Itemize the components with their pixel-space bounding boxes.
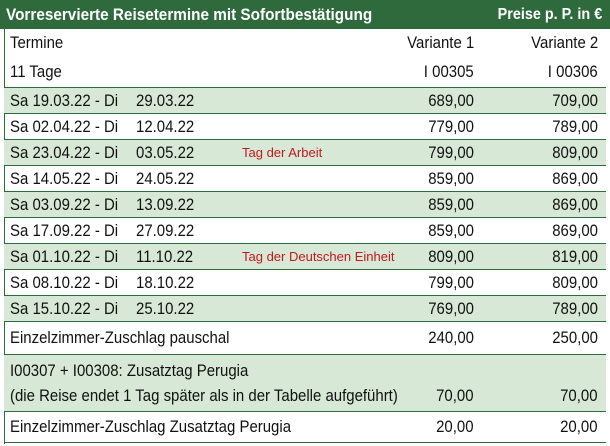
single-supplement-label: Einzelzimmer-Zuschlag pauschal	[10, 328, 230, 347]
price-variante-2: 869,00	[552, 168, 598, 188]
table-row	[4, 113, 606, 139]
date-from: Sa 23.04.22 - Di	[10, 142, 119, 162]
price-variante-1: 689,00	[428, 90, 474, 110]
price-variante-2: 869,00	[552, 220, 598, 240]
date-to: 11.10.22	[136, 246, 194, 266]
header-termine: Termine	[10, 33, 64, 52]
table-header-row	[4, 29, 606, 57]
date-from: Sa 15.10.22 - Di	[10, 298, 119, 318]
price-variante-1: 859,00	[428, 168, 474, 188]
date-to: 18.10.22	[136, 272, 195, 292]
single-supplement-row	[4, 321, 606, 354]
table-banner	[0, 0, 610, 29]
date-to: 25.10.22	[136, 298, 195, 318]
price-variante-2: 709,00	[552, 90, 598, 110]
table-row	[4, 243, 606, 269]
extra-single-supplement-label: Einzelzimmer-Zuschlag Zusatztag Perugia	[10, 417, 292, 436]
date-from: Sa 17.09.22 - Di	[10, 220, 119, 240]
table-row	[4, 191, 606, 217]
holiday-note: Tag der Deutschen Einheit	[242, 249, 395, 264]
price-variante-1: 240,00	[428, 328, 474, 347]
table-row	[4, 269, 606, 295]
price-variante-1: 799,00	[428, 272, 474, 292]
table-row	[4, 87, 606, 113]
date-from: Sa 03.09.22 - Di	[10, 194, 119, 214]
table-row	[4, 295, 606, 321]
price-variante-2: 70,00	[560, 386, 598, 405]
date-from: Sa 01.10.22 - Di	[10, 246, 119, 266]
extra-day-title: I00307 + I00308: Zusatztag Perugia	[10, 361, 249, 380]
price-variante-2: 819,00	[552, 246, 598, 266]
code-variante-2: I 00306	[548, 62, 598, 81]
holiday-note: Tag der Arbeit	[242, 145, 323, 160]
price-variante-1: 799,00	[428, 142, 474, 162]
code-variante-1: I 00305	[424, 62, 474, 81]
banner-prices-label: Preise p. P. in €	[497, 6, 602, 23]
price-variante-2: 20,00	[560, 417, 598, 436]
price-variante-2: 869,00	[552, 194, 598, 214]
date-from: Sa 08.10.22 - Di	[10, 272, 119, 292]
extra-day-row	[4, 354, 606, 411]
extra-single-supplement-row	[4, 411, 606, 443]
banner-title: Vorreservierte Reisetermine mit Sofortbestätigung	[6, 5, 373, 24]
date-from: Sa 14.05.22 - Di	[10, 168, 119, 188]
price-variante-1: 779,00	[428, 116, 474, 136]
header-variante-1: Variante 1	[406, 33, 474, 52]
date-to: 13.09.22	[136, 194, 195, 214]
price-variante-1: 70,00	[436, 386, 474, 405]
date-to: 27.09.22	[136, 220, 195, 240]
price-variante-1: 859,00	[428, 220, 474, 240]
date-to: 29.03.22	[136, 90, 195, 110]
date-to: 03.05.22	[136, 142, 195, 162]
price-variante-1: 809,00	[428, 246, 474, 266]
table-row	[4, 165, 606, 191]
date-from: Sa 19.03.22 - Di	[10, 90, 119, 110]
price-variante-2: 789,00	[552, 116, 598, 136]
price-variante-2: 789,00	[552, 298, 598, 318]
price-variante-2: 809,00	[552, 142, 598, 162]
table-row	[4, 217, 606, 243]
duration-label: 11 Tage	[10, 62, 62, 81]
price-variante-2: 250,00	[552, 328, 598, 347]
price-variante-1: 20,00	[436, 417, 474, 436]
price-variante-2: 809,00	[552, 272, 598, 292]
table-code-row	[4, 57, 606, 87]
date-to: 12.04.22	[136, 116, 195, 136]
extra-day-note: (die Reise endet 1 Tag später als in der Tabelle aufgeführt)	[10, 386, 398, 405]
date-to: 24.05.22	[136, 168, 195, 188]
price-variante-1: 769,00	[428, 298, 474, 318]
date-from: Sa 02.04.22 - Di	[10, 116, 119, 136]
header-variante-2: Variante 2	[530, 33, 598, 52]
table-row	[4, 139, 606, 165]
price-variante-1: 859,00	[428, 194, 474, 214]
